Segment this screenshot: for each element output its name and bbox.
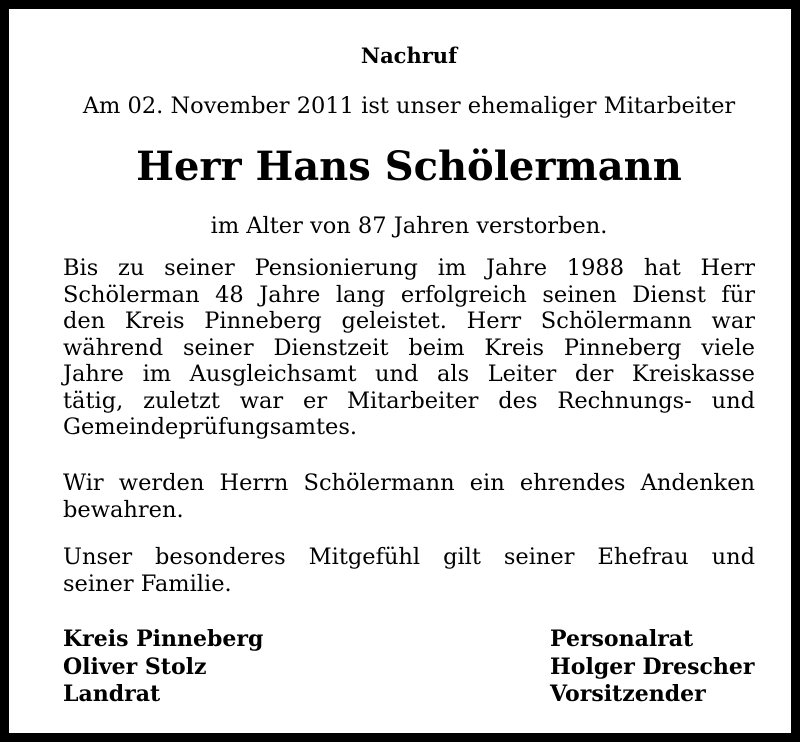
signature-organization: Kreis Pinneberg (63, 626, 264, 652)
condolence-paragraph (63, 544, 755, 597)
paragraph-line: tätig, zuletzt war er Mitarbeiter des Rechnungs- und (63, 387, 755, 414)
paragraph-line: seiner Familie. (63, 570, 232, 597)
paragraph-line: Bis zu seiner Pensionierung im Jahre 1988 hat Herr (63, 255, 755, 281)
notice-intro: Am 02. November 2011 ist unser ehemaliger Mitarbeiter (82, 93, 736, 119)
career-paragraph (63, 255, 755, 441)
age-line: im Alter von 87 Jahren verstorben. (210, 213, 608, 239)
paragraph-line: Unser besonderes Mitgefühl gilt seiner Ehefrau und (63, 544, 755, 570)
signature-role: Vorsitzender (550, 681, 706, 707)
remembrance-paragraph (63, 470, 755, 523)
signature-person: Oliver Stolz (63, 653, 207, 680)
paragraph-line: bewahren. (63, 496, 184, 523)
signature-right (550, 626, 754, 709)
notice-label: Nachruf (360, 43, 458, 68)
signature-person: Holger Drescher (550, 653, 755, 680)
paragraph-line: Schölerman 48 Jahre lang erfolgreich seinen Dienst für (63, 281, 755, 308)
notice-body (63, 9, 755, 751)
paragraph-line: den Kreis Pinneberg geleistet. Herr Schölermann war (63, 308, 755, 334)
paragraph-line: Jahre im Ausgleichsamt und als Leiter der Kreiskasse (63, 361, 755, 387)
signature-organization: Personalrat (550, 626, 694, 652)
paragraph-line: während seiner Dienstzeit beim Kreis Pinneberg viele (63, 334, 755, 361)
signature-role: Landrat (63, 681, 161, 707)
deceased-name: Herr Hans Schölermann (136, 143, 682, 190)
paragraph-line: Wir werden Herrn Schölermann ein ehrendes Andenken (63, 470, 755, 496)
paragraph-line: Gemeindeprüfungsamtes. (63, 414, 358, 440)
signature-left (63, 626, 263, 709)
